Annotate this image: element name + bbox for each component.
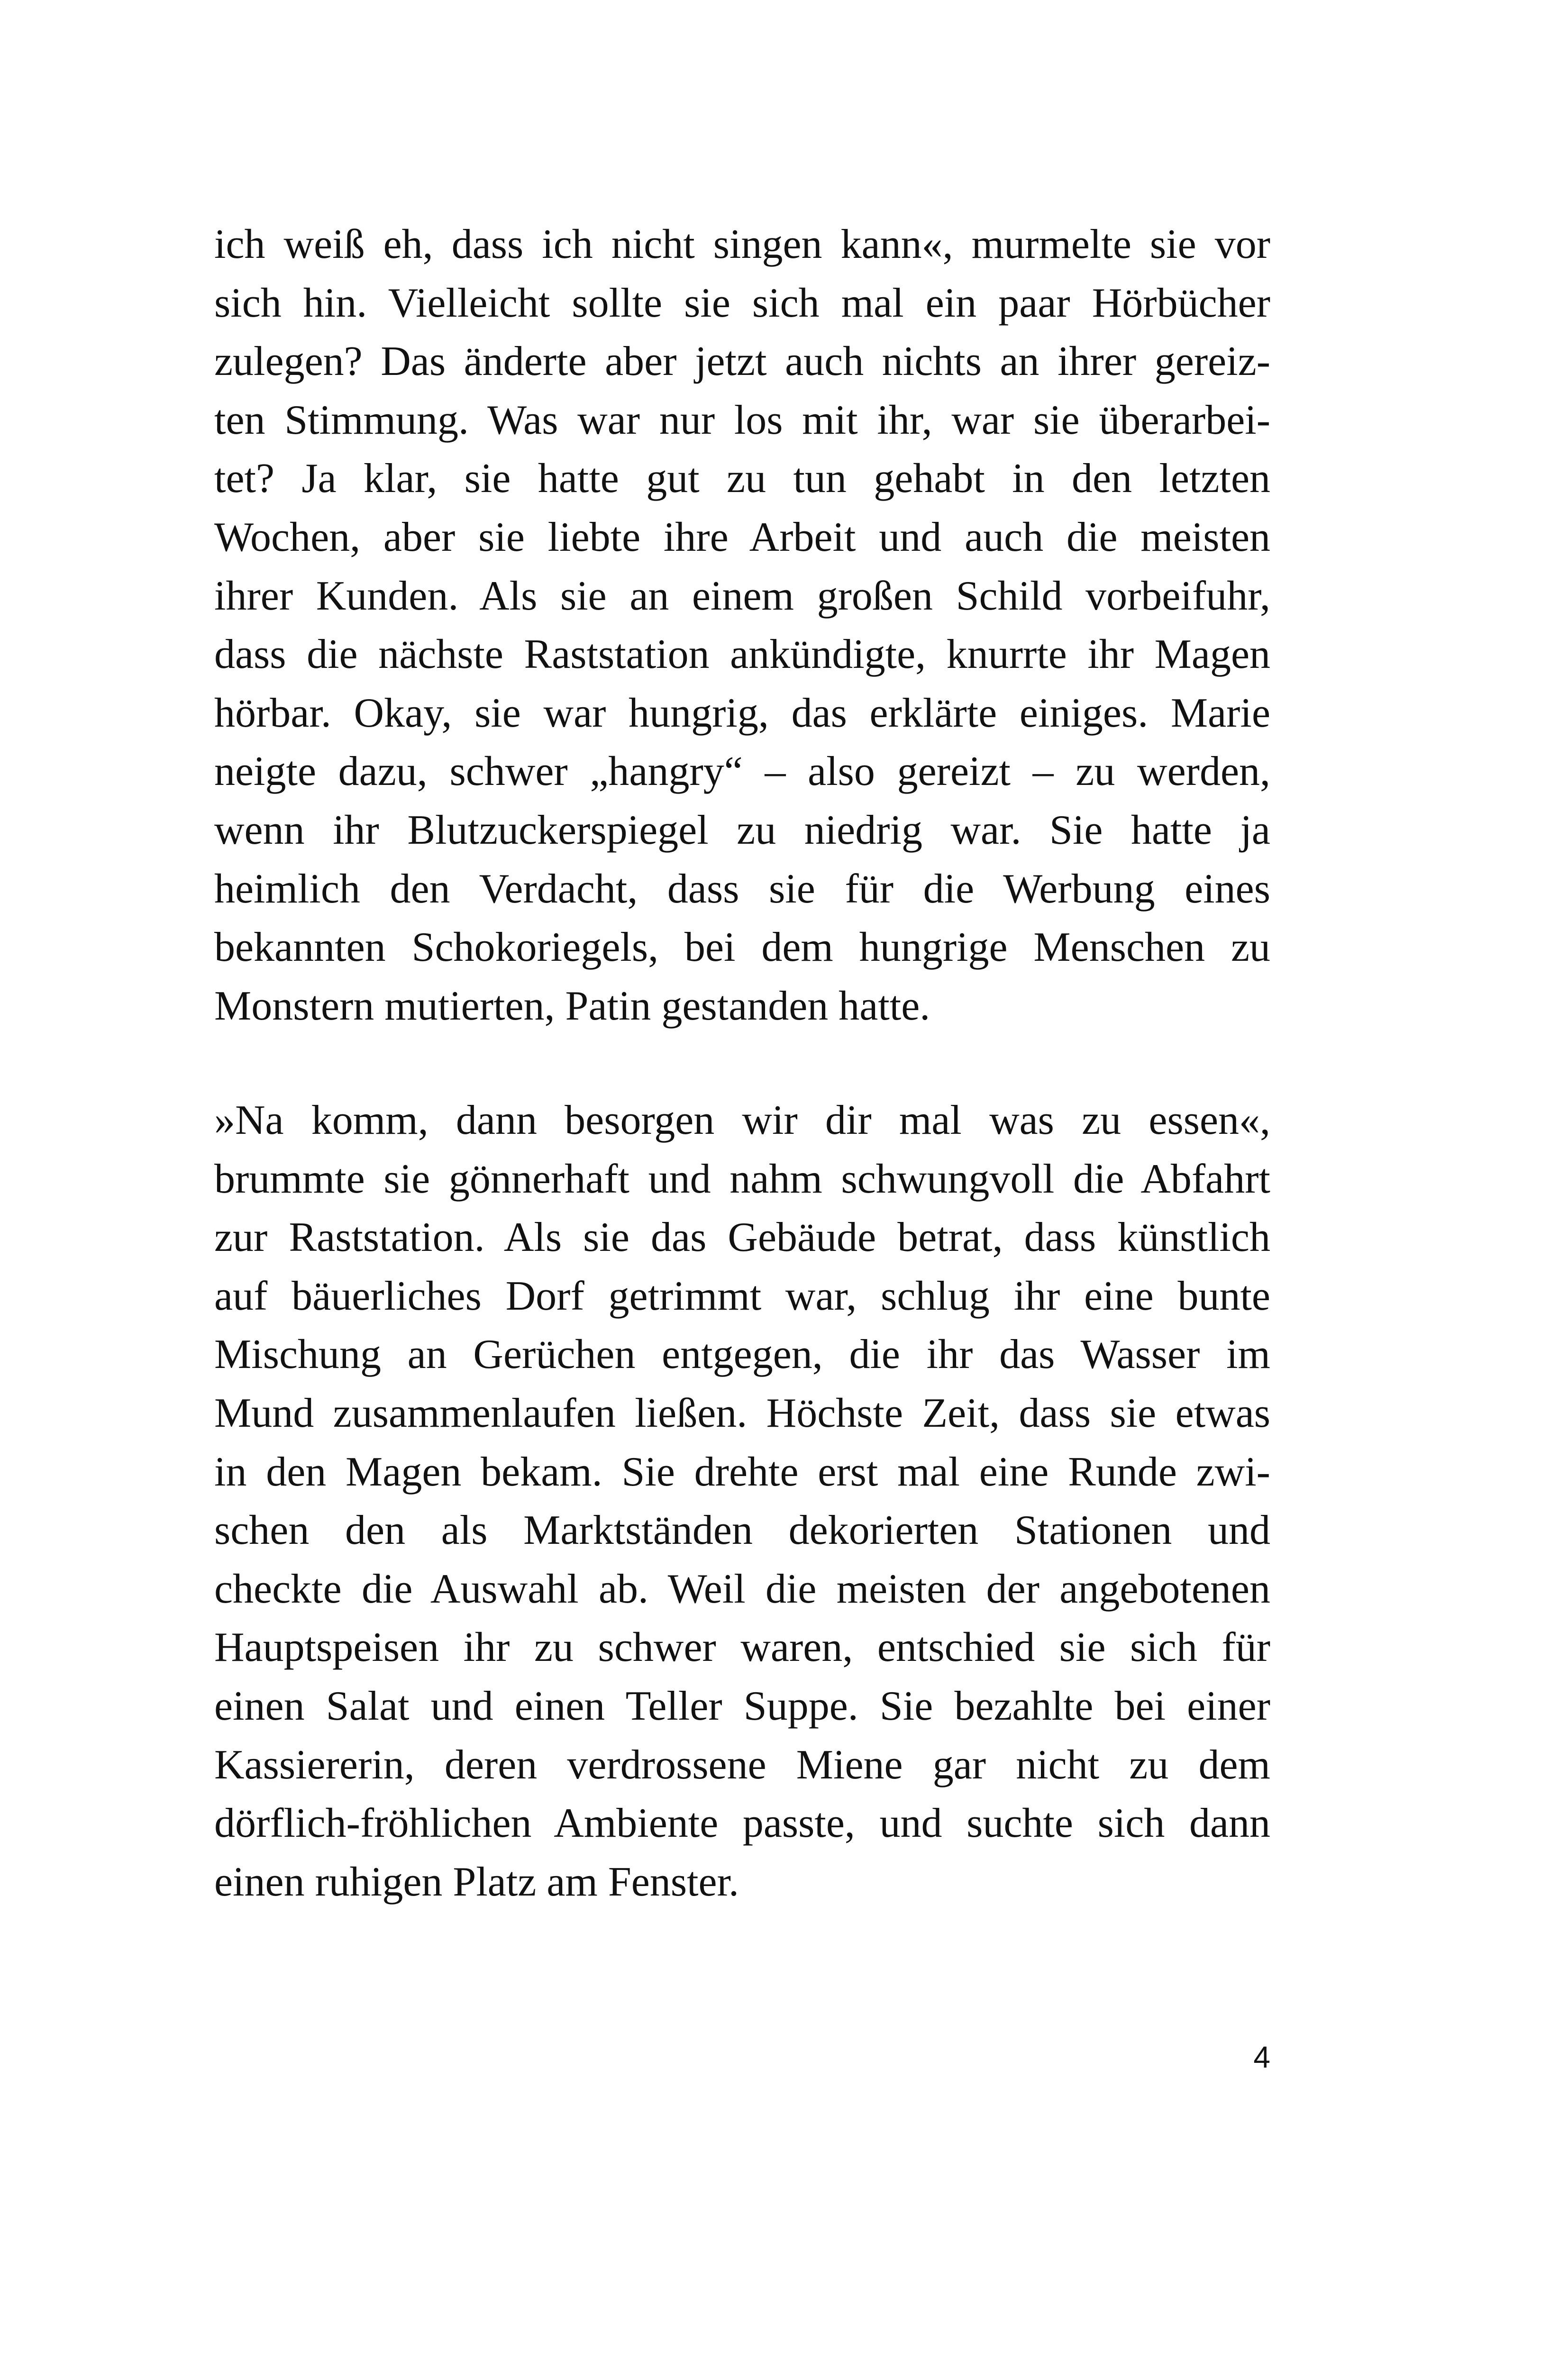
text-line: Monstern mutierten, Patin gestanden hatte. bbox=[214, 983, 930, 1029]
text-line: zur Raststation. Als sie das Gebäude betrat, dass künstlich bbox=[214, 1214, 1270, 1261]
text-line: dass die nächste Raststation ankündigte, knurrte ihr Magen bbox=[214, 631, 1270, 678]
text-line: einen ruhigen Platz am Fenster. bbox=[214, 1859, 739, 1905]
text-line: heimlich den Verdacht, dass sie für die Werbung eines bbox=[214, 866, 1270, 912]
text-line: zulegen? Das änderte aber jetzt auch nichts an ihrer gereiz- bbox=[214, 338, 1270, 385]
text-line: neigte dazu, schwer „hangry“ – also gereizt – zu werden, bbox=[214, 748, 1270, 795]
text-line: bekannten Schokoriegels, bei dem hungrige Menschen zu bbox=[214, 924, 1270, 971]
text-line: auf bäuerliches Dorf getrimmt war, schlug ihr eine bunte bbox=[214, 1273, 1270, 1319]
page-number: 4 bbox=[1253, 2040, 1270, 2074]
text-line: wenn ihr Blutzuckerspiegel zu niedrig war. Sie hatte ja bbox=[214, 807, 1270, 853]
text-line: Hauptspeisen ihr zu schwer waren, entschied sie sich für bbox=[214, 1624, 1270, 1671]
text-line: Kassiererin, deren verdrossene Miene gar nicht zu dem bbox=[214, 1741, 1270, 1788]
text-line: in den Magen bekam. Sie drehte erst mal eine Runde zwi- bbox=[214, 1449, 1270, 1495]
text-line: einen Salat und einen Teller Suppe. Sie bezahlte bei einer bbox=[214, 1683, 1270, 1729]
text-line: sich hin. Vielleicht sollte sie sich mal ein paar Hörbücher bbox=[214, 280, 1270, 326]
text-line: Mischung an Gerüchen entgegen, die ihr das Wasser im bbox=[214, 1331, 1270, 1378]
text-line: dörflich-fröhlichen Ambiente passte, und suchte sich dann bbox=[214, 1800, 1270, 1847]
text-line: schen den als Marktständen dekorierten Stationen und bbox=[214, 1507, 1270, 1554]
text-line: tet? Ja klar, sie hatte gut zu tun gehabt in den letzten bbox=[214, 456, 1270, 502]
text-line: ihrer Kunden. Als sie an einem großen Schild vorbeifuhr, bbox=[214, 573, 1270, 619]
text-line: checkte die Auswahl ab. Weil die meisten der angebotenen bbox=[214, 1566, 1270, 1612]
paragraph-1 bbox=[214, 215, 1270, 1035]
text-line: Wochen, aber sie liebte ihre Arbeit und auch die meisten bbox=[214, 514, 1270, 560]
text-line: hörbar. Okay, sie war hungrig, das erklärte einiges. Marie bbox=[214, 690, 1270, 736]
text-line: brummte sie gönnerhaft und nahm schwungvoll die Abfahrt bbox=[214, 1156, 1270, 1202]
paragraph-2 bbox=[214, 1091, 1270, 1911]
text-line: Mund zusammenlaufen ließen. Höchste Zeit, dass sie etwas bbox=[214, 1390, 1270, 1436]
text-line: ich weiß eh, dass ich nicht singen kann«, murmelte sie vor bbox=[214, 221, 1270, 267]
text-line: ten Stimmung. Was war nur los mit ihr, war sie überarbei- bbox=[214, 397, 1270, 443]
text-line: »Na komm, dann besorgen wir dir mal was zu essen«, bbox=[214, 1097, 1270, 1143]
